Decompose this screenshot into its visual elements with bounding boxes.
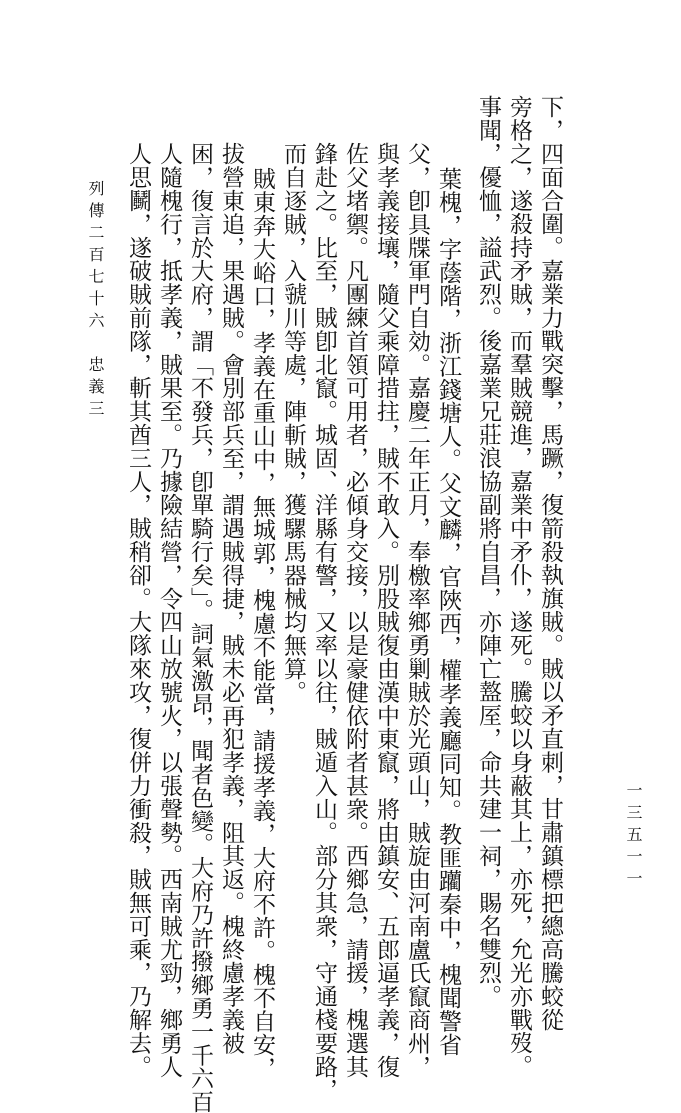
- text-column-8: 鋒赴之。比至，賊卽北竄。城固、洋縣有警，又率以往，賊遁入山。部分其衆，守通棧要路，: [311, 142, 337, 1102]
- running-title: 列傳二百七十六 忠義三: [86, 180, 105, 422]
- text-column-1: 下，四面合圍。嘉業力戰突擊，馬蹶，復箭殺執旗賊。賊以矛直刺，甘肅鎮標把總高騰蛟從: [537, 95, 563, 1031]
- page-number: 一三五一一: [624, 782, 643, 892]
- text-column-12: 困，復言於大府，謂「不發兵，卽單騎行矣」。詞氣激昂，聞者色變。大府乃許撥鄉勇一千六百: [187, 142, 213, 1113]
- text-column-14: 人思鬭，遂破賊前隊，斬其酋三人，賊稍卻。大隊來攻，復併力衝殺，賊無可乘，乃解去。: [125, 142, 151, 1078]
- text-column-9: 而自逐賊，入虢川等處，陣斬賊，獲騾馬器械均無算。: [280, 142, 306, 704]
- text-column-7: 佐父堵禦。凡團練首領可用者，必傾身交接，以是豪健依附者甚衆。西鄉急，請援，槐選其: [342, 142, 368, 1078]
- text-column-5: 父，卽具牒軍門自効。嘉慶二年正月，奉檄率鄉勇剿賊於光頭山，賊旋由河南盧氏竄商州，: [404, 142, 430, 1078]
- text-column-6: 與孝義接壤，隨父乘障措拄，賊不敢入。別股賊復由漢中東竄，將由鎮安、五郎逼孝義，復: [373, 142, 399, 1078]
- text-column-11: 拔營東追，果遇賊。會別部兵至，謂遇賊得捷，賊未必再犯孝義，阻其返。槐終慮孝義被: [218, 142, 244, 1055]
- text-column-10: 賊東奔大峪口，孝義在重山中，無城郭，槐慮不能當，請援孝義，大府不許。槐不自安，: [249, 167, 275, 1080]
- text-column-3: 事聞，優恤，謚武烈。後嘉業兄莊浪協副將自昌，亦陣亡盩厔，命共建一祠，賜名雙烈。: [475, 95, 501, 1008]
- text-column-2: 旁格之，遂殺持矛賊，而羣賊競進，嘉業中矛仆，遂死。騰蛟以身蔽其上，亦死，允光亦戰歿。: [506, 95, 532, 1078]
- text-column-13: 人隨槐行，抵孝義，賊果至。乃據險結營，令四山放號火，以張聲勢。西南賊尤勁，鄉勇人: [156, 142, 182, 1078]
- text-column-4: 葉槐，字蔭階，浙江錢塘人。父文麟，官陜西，權孝義廳同知。教匪躪秦中，槐聞警省: [435, 167, 461, 1057]
